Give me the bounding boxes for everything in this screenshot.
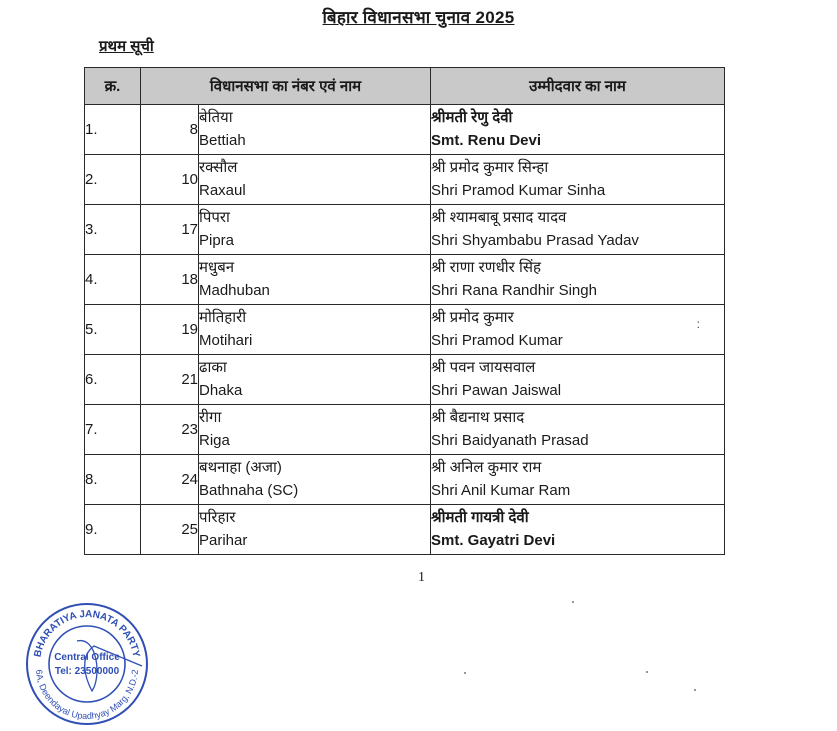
candidate-name-english: Shri Shyambabu Prasad Yadav — [431, 232, 639, 249]
constituency-name-hindi: बेतिया — [199, 109, 233, 126]
table-row — [85, 405, 725, 455]
constituency-cell — [199, 505, 431, 555]
constituency-name-hindi: रक्सौल — [199, 159, 238, 176]
svg-text:BHARATIYA JANATA PARTY: BHARATIYA JANATA PARTY — [32, 608, 142, 659]
party-seal-stamp — [22, 596, 152, 726]
candidate-name-hindi: श्री राणा रणधीर सिंह — [431, 259, 541, 276]
constituency-cell — [199, 155, 431, 205]
table-row — [85, 155, 725, 205]
header-candidate: उम्मीदवार का नाम — [431, 68, 725, 105]
candidate-name-hindi: श्री अनिल कुमार राम — [431, 459, 542, 476]
constituency-cell — [199, 355, 431, 405]
table-row — [85, 105, 725, 155]
serial-cell: 3. — [85, 205, 141, 255]
candidate-name-hindi: श्री श्यामबाबू प्रसाद यादव — [431, 209, 567, 226]
constituency-cell — [199, 105, 431, 155]
constituency-name-hindi: मोतिहारी — [199, 309, 247, 326]
constituency-number: 21 — [141, 355, 199, 405]
constituency-cell — [199, 455, 431, 505]
candidate-name-english: Shri Baidyanath Prasad — [431, 432, 589, 449]
scan-speck — [464, 672, 466, 674]
scan-speck — [572, 601, 574, 603]
constituency-number: 8 — [141, 105, 199, 155]
constituency-number: 24 — [141, 455, 199, 505]
constituency-number: 17 — [141, 205, 199, 255]
candidate-table — [84, 67, 725, 555]
candidate-cell — [431, 355, 725, 405]
scan-mark: : — [696, 317, 700, 331]
candidate-name-hindi: श्री प्रमोद कुमार — [431, 309, 514, 326]
serial-cell: 2. — [85, 155, 141, 205]
constituency-cell — [199, 405, 431, 455]
svg-text:Central Office: Central Office — [54, 652, 120, 663]
table-row — [85, 205, 725, 255]
constituency-number: 10 — [141, 155, 199, 205]
serial-cell: 5. — [85, 305, 141, 355]
serial-cell: 9. — [85, 505, 141, 555]
constituency-name-english: Raxaul — [199, 182, 246, 199]
serial-cell: 1. — [85, 105, 141, 155]
constituency-name-english: Parihar — [199, 532, 248, 549]
candidate-name-english: Shri Rana Randhir Singh — [431, 282, 597, 299]
candidate-cell — [431, 305, 725, 355]
constituency-name-english: Pipra — [199, 232, 235, 249]
candidate-cell — [431, 405, 725, 455]
seal-icon — [22, 596, 152, 726]
candidate-cell — [431, 255, 725, 305]
candidate-name-hindi: श्रीमती गायत्री देवी — [431, 509, 529, 526]
constituency-number: 23 — [141, 405, 199, 455]
candidate-name-english: Smt. Gayatri Devi — [431, 532, 556, 549]
candidate-name-hindi: श्री बैद्यनाथ प्रसाद — [431, 409, 525, 426]
constituency-name-hindi: रीगा — [199, 409, 222, 426]
candidate-name-hindi: श्रीमती रेणु देवी — [431, 109, 513, 126]
constituency-number: 25 — [141, 505, 199, 555]
scan-speck — [646, 671, 648, 673]
scan-speck — [694, 689, 696, 691]
table-row — [85, 505, 725, 555]
list-subtitle: प्रथम सूची — [99, 38, 154, 55]
constituency-name-hindi: बथनाहा (अजा) — [199, 459, 282, 476]
table-row — [85, 255, 725, 305]
constituency-cell — [199, 305, 431, 355]
candidate-cell — [431, 455, 725, 505]
candidate-name-hindi: श्री पवन जायसवाल — [431, 359, 536, 376]
serial-cell: 8. — [85, 455, 141, 505]
constituency-name-english: Dhaka — [199, 382, 243, 399]
constituency-name-english: Madhuban — [199, 282, 270, 299]
document-title: बिहार विधानसभा चुनाव 2025 — [322, 8, 515, 27]
candidate-cell — [431, 155, 725, 205]
candidate-name-english: Shri Pramod Kumar — [431, 332, 563, 349]
constituency-name-hindi: परिहार — [199, 509, 236, 526]
table-row — [85, 355, 725, 405]
table-row — [85, 455, 725, 505]
constituency-name-english: Bettiah — [199, 132, 246, 149]
svg-text:Tel: 23500000: Tel: 23500000 — [54, 666, 120, 677]
constituency-name-hindi: पिपरा — [199, 209, 230, 226]
constituency-name-hindi: ढाका — [199, 359, 227, 376]
candidate-name-english: Shri Pramod Kumar Sinha — [431, 182, 606, 199]
header-serial: क्र. — [85, 68, 141, 105]
serial-cell: 4. — [85, 255, 141, 305]
constituency-number: 19 — [141, 305, 199, 355]
constituency-name-english: Riga — [199, 432, 230, 449]
table-header-row — [85, 68, 725, 105]
candidate-name-english: Shri Anil Kumar Ram — [431, 482, 571, 499]
constituency-name-english: Bathnaha (SC) — [199, 482, 299, 499]
candidate-name-english: Smt. Renu Devi — [431, 132, 542, 149]
candidate-name-hindi: श्री प्रमोद कुमार सिन्हा — [431, 159, 549, 176]
candidate-name-english: Shri Pawan Jaiswal — [431, 382, 562, 399]
serial-cell: 6. — [85, 355, 141, 405]
constituency-cell — [199, 255, 431, 305]
page-number: 1 — [418, 570, 425, 585]
serial-cell: 7. — [85, 405, 141, 455]
header-constituency: विधानसभा का नंबर एवं नाम — [141, 68, 431, 105]
candidate-cell — [431, 205, 725, 255]
candidate-cell — [431, 505, 725, 555]
candidate-cell — [431, 105, 725, 155]
constituency-name-hindi: मधुबन — [199, 259, 235, 276]
table-row — [85, 305, 725, 355]
table-body — [85, 105, 725, 555]
constituency-name-english: Motihari — [199, 332, 253, 349]
constituency-number: 18 — [141, 255, 199, 305]
svg-text:6A, Deendayal Upadhyay Marg, N: 6A, Deendayal Upadhyay Marg, N.D.-2 — [33, 669, 141, 722]
constituency-cell — [199, 205, 431, 255]
